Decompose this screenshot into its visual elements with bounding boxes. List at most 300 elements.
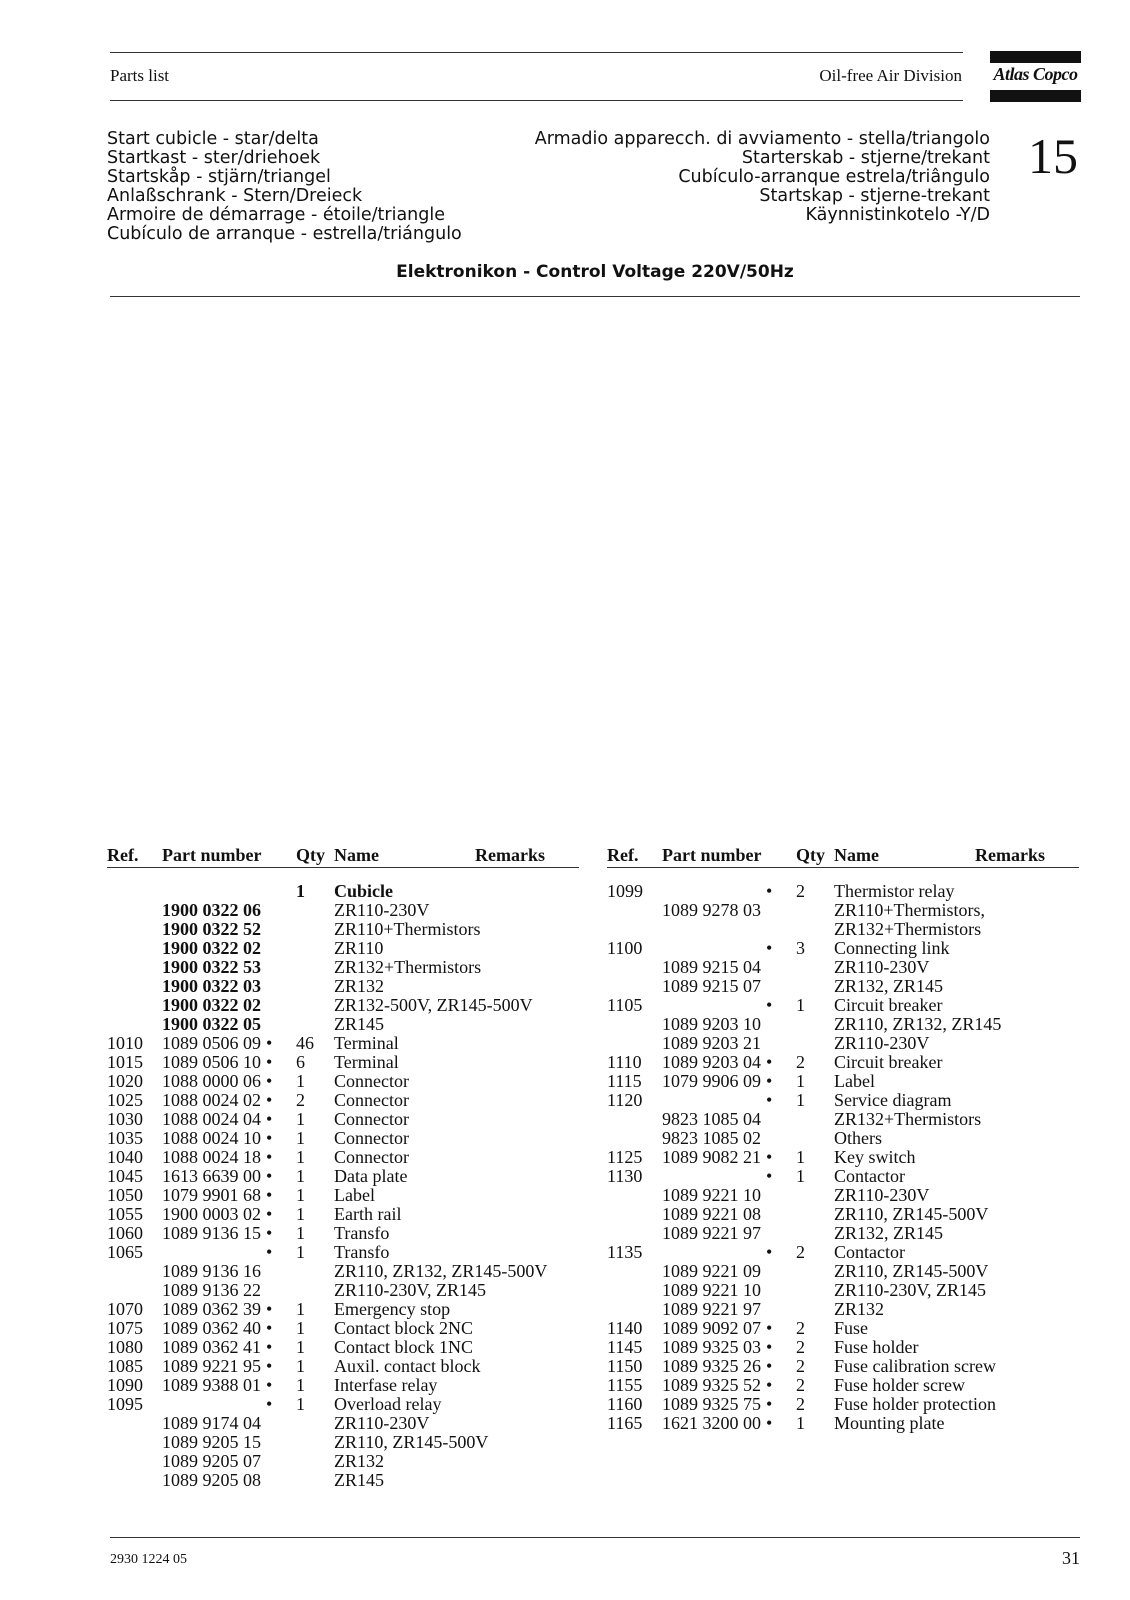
table-row — [607, 1072, 1079, 1091]
part-number-cell: 1900 0322 06 — [162, 900, 261, 920]
name-cell: ZR110-230V — [834, 1033, 930, 1053]
ref-cell: 1040 — [107, 1147, 143, 1167]
table-row — [107, 1338, 579, 1357]
table-row — [107, 958, 579, 977]
service-bullet: • — [766, 1318, 773, 1338]
ref-cell: 1075 — [107, 1318, 143, 1338]
logo-bar-bottom — [990, 90, 1081, 102]
ref-cell: 1030 — [107, 1109, 143, 1129]
name-cell: Fuse holder protection — [834, 1394, 996, 1414]
service-bullet: • — [266, 1337, 273, 1357]
table-row — [607, 1015, 1079, 1034]
part-number-cell: 1900 0322 02 — [162, 995, 261, 1015]
header-ref: Ref. — [607, 845, 639, 865]
table-row — [607, 1338, 1079, 1357]
qty-cell: 1 — [296, 1356, 305, 1376]
parts-table-right — [607, 845, 1079, 1433]
part-number-cell: 1089 9203 10 — [662, 1014, 761, 1034]
service-bullet: • — [766, 1090, 773, 1110]
ref-cell: 1150 — [607, 1356, 643, 1376]
part-number-cell: 1900 0322 02 — [162, 938, 261, 958]
ref-cell: 1130 — [607, 1166, 643, 1186]
table-row — [607, 1129, 1079, 1148]
service-bullet: • — [766, 1356, 773, 1376]
table-row — [107, 1471, 579, 1490]
table-row — [107, 1072, 579, 1091]
service-bullet: • — [766, 1337, 773, 1357]
table-row — [607, 1110, 1079, 1129]
ref-cell: 1050 — [107, 1185, 143, 1205]
table-row — [107, 1186, 579, 1205]
table-row — [607, 977, 1079, 996]
part-number-cell: 1900 0322 05 — [162, 1014, 261, 1034]
name-cell: Cubicle — [334, 881, 394, 901]
qty-cell: 1 — [296, 1204, 305, 1224]
qty-cell: 1 — [296, 1185, 305, 1205]
part-number-cell: 1621 3200 00 — [662, 1413, 761, 1433]
ref-cell: 1099 — [607, 881, 643, 901]
subtitle-rule — [110, 296, 1080, 297]
name-cell: ZR145 — [334, 1014, 385, 1034]
name-cell: Contactor — [834, 1242, 905, 1262]
name-cell: ZR110, ZR145-500V — [834, 1204, 989, 1224]
part-number-cell: 1089 9136 15 — [162, 1223, 261, 1243]
qty-cell: 1 — [296, 881, 305, 901]
table-row — [107, 996, 579, 1015]
table-row — [107, 1357, 579, 1376]
table-row — [607, 1357, 1079, 1376]
qty-cell: 1 — [796, 1166, 805, 1186]
service-bullet: • — [266, 1033, 273, 1053]
header-qty: Qty — [296, 845, 325, 865]
table-row — [607, 1167, 1079, 1186]
name-cell: Connecting link — [834, 938, 950, 958]
name-cell: Emergency stop — [334, 1299, 451, 1319]
ref-cell: 1065 — [107, 1242, 143, 1262]
table-row — [107, 1110, 579, 1129]
header-remarks: Remarks — [975, 845, 1045, 865]
name-cell: Auxil. contact block — [334, 1356, 481, 1376]
name-cell: Fuse holder screw — [834, 1375, 965, 1395]
table-row — [607, 939, 1079, 958]
name-cell: ZR110-230V, ZR145 — [334, 1280, 487, 1300]
name-cell: ZR145 — [334, 1470, 385, 1490]
part-number-cell: 1089 9325 52 — [662, 1375, 761, 1395]
service-bullet: • — [766, 1394, 773, 1414]
table-row — [607, 1319, 1079, 1338]
name-cell: Service diagram — [834, 1090, 952, 1110]
name-cell: ZR110, ZR145-500V — [834, 1261, 989, 1281]
name-cell: Fuse calibration screw — [834, 1356, 996, 1376]
table-row — [607, 1243, 1079, 1262]
qty-cell: 2 — [796, 1375, 805, 1395]
name-cell: Circuit breaker — [834, 995, 943, 1015]
part-number-cell: 1089 9215 07 — [662, 976, 761, 996]
header-remarks: Remarks — [475, 845, 545, 865]
subtitle: Elektronikon - Control Voltage 220V/50Hz — [396, 262, 794, 282]
table-row — [607, 1053, 1079, 1072]
header-ref: Ref. — [107, 845, 139, 865]
table-row — [607, 1395, 1079, 1414]
part-number-cell: 1089 9203 21 — [662, 1033, 761, 1053]
table-row — [607, 1300, 1079, 1319]
ref-cell: 1115 — [607, 1071, 642, 1091]
title-line: Startskap - stjerne-trekant — [759, 186, 990, 206]
ref-cell: 1035 — [107, 1128, 143, 1148]
name-cell: Connector — [334, 1109, 409, 1129]
qty-cell: 1 — [296, 1128, 305, 1148]
part-number-cell: 1089 9082 21 — [662, 1147, 761, 1167]
table-row — [107, 1053, 579, 1072]
qty-cell: 6 — [296, 1052, 305, 1072]
service-bullet: • — [266, 1356, 273, 1376]
qty-cell: 1 — [796, 1090, 805, 1110]
name-cell: Circuit breaker — [834, 1052, 943, 1072]
service-bullet: • — [266, 1375, 273, 1395]
name-cell: Connector — [334, 1147, 409, 1167]
table-row — [107, 1224, 579, 1243]
table-row — [107, 1034, 579, 1053]
service-bullet: • — [266, 1318, 273, 1338]
name-cell: ZR132, ZR145 — [834, 1223, 944, 1243]
title-line: Käynnistinkotelo -Y/D — [805, 205, 990, 225]
qty-cell: 1 — [296, 1071, 305, 1091]
ref-cell: 1100 — [607, 938, 643, 958]
part-number-cell: 1088 0024 02 — [162, 1090, 261, 1110]
qty-cell: 1 — [296, 1299, 305, 1319]
qty-cell: 1 — [296, 1394, 305, 1414]
table-row — [107, 1091, 579, 1110]
title-line: Starterskab - stjerne/trekant — [741, 148, 990, 168]
part-number-cell: 1900 0322 03 — [162, 976, 261, 996]
part-number-cell: 1089 9221 08 — [662, 1204, 761, 1224]
table-row — [107, 1452, 579, 1471]
table-row — [107, 939, 579, 958]
ref-cell: 1055 — [107, 1204, 143, 1224]
title-line: Start cubicle - star/delta — [107, 129, 319, 149]
page-number: 31 — [1062, 1548, 1080, 1568]
name-cell: ZR132+Thermistors — [334, 957, 482, 977]
ref-cell: 1025 — [107, 1090, 143, 1110]
qty-cell: 46 — [296, 1033, 314, 1053]
header-bottom-rule — [110, 100, 963, 101]
qty-cell: 2 — [796, 1356, 805, 1376]
qty-cell: 2 — [796, 1318, 805, 1338]
header-label: Parts list — [110, 66, 170, 85]
table-header — [607, 845, 1079, 868]
table-row — [107, 1395, 579, 1414]
part-number-cell: 1089 0362 40 — [162, 1318, 261, 1338]
qty-cell: 2 — [796, 881, 805, 901]
ref-cell: 1010 — [107, 1033, 143, 1053]
name-cell: Terminal — [334, 1052, 399, 1072]
part-number-cell: 1613 6639 00 — [162, 1166, 261, 1186]
name-cell: Contact block 1NC — [334, 1337, 473, 1357]
service-bullet: • — [266, 1090, 273, 1110]
table-row — [607, 1262, 1079, 1281]
name-cell: Connector — [334, 1071, 409, 1091]
part-number-cell: 1089 0362 41 — [162, 1337, 261, 1357]
footer-rule — [110, 1537, 1080, 1538]
name-cell: ZR110+Thermistors, — [834, 900, 985, 920]
service-bullet: • — [266, 1109, 273, 1129]
ref-cell: 1090 — [107, 1375, 143, 1395]
title-line: Startskåp - stjärn/triangel — [107, 167, 331, 187]
table-row — [107, 882, 579, 901]
part-number-cell: 1089 9221 97 — [662, 1223, 761, 1243]
table-row — [107, 1319, 579, 1338]
part-number-cell: 1088 0024 04 — [162, 1109, 261, 1129]
name-cell: ZR132, ZR145 — [834, 976, 944, 996]
name-cell: ZR132 — [834, 1299, 885, 1319]
atlas-copco-logo: Atlas Copco — [993, 64, 1078, 84]
table-body — [107, 868, 579, 1490]
part-number-cell: 1089 9205 15 — [162, 1432, 261, 1452]
name-cell: Key switch — [834, 1147, 916, 1167]
qty-cell: 2 — [796, 1242, 805, 1262]
section-number: 15 — [1028, 128, 1078, 184]
table-row — [607, 1205, 1079, 1224]
ref-cell: 1085 — [107, 1356, 143, 1376]
qty-cell: 1 — [296, 1375, 305, 1395]
service-bullet: • — [266, 1147, 273, 1167]
name-cell: Thermistor relay — [834, 881, 955, 901]
name-cell: ZR110-230V — [834, 1185, 930, 1205]
table-row — [607, 1281, 1079, 1300]
name-cell: ZR132-500V, ZR145-500V — [334, 995, 533, 1015]
ref-cell: 1165 — [607, 1413, 643, 1433]
ref-cell: 1125 — [607, 1147, 643, 1167]
part-number-cell: 1089 9221 09 — [662, 1261, 761, 1281]
ref-cell: 1155 — [607, 1375, 643, 1395]
service-bullet: • — [766, 1166, 773, 1186]
ref-cell: 1095 — [107, 1394, 143, 1414]
name-cell: Earth rail — [334, 1204, 402, 1224]
part-number-cell: 1088 0024 18 — [162, 1147, 261, 1167]
header-name: Name — [834, 845, 879, 865]
name-cell: ZR132+Thermistors — [834, 1109, 982, 1129]
name-cell: ZR110-230V, ZR145 — [834, 1280, 987, 1300]
part-number-cell: 1089 9221 10 — [662, 1185, 761, 1205]
table-row — [607, 996, 1079, 1015]
table-row — [607, 1091, 1079, 1110]
part-number-cell: 1900 0322 53 — [162, 957, 261, 977]
part-number-cell: 1088 0024 10 — [162, 1128, 261, 1148]
part-number-cell: 1079 9906 09 — [662, 1071, 761, 1091]
header-qty: Qty — [796, 845, 825, 865]
title-line: Armoire de démarrage - étoile/triangle — [107, 205, 446, 225]
title-line: Cubículo-arranque estrela/triângulo — [678, 167, 990, 187]
name-cell: Mounting plate — [834, 1413, 945, 1433]
qty-cell: 1 — [796, 1147, 805, 1167]
service-bullet: • — [266, 1242, 273, 1262]
header-part-number: Part number — [662, 845, 762, 865]
qty-cell: 3 — [796, 938, 805, 958]
service-bullet: • — [266, 1394, 273, 1414]
part-number-cell: 1089 0506 09 — [162, 1033, 261, 1053]
title-line: Armadio apparecch. di avviamento - stella/triangolo — [534, 129, 990, 149]
service-bullet: • — [266, 1052, 273, 1072]
table-row — [107, 1148, 579, 1167]
service-bullet: • — [766, 1071, 773, 1091]
part-number-cell: 1089 0506 10 — [162, 1052, 261, 1072]
table-row — [107, 1376, 579, 1395]
service-bullet: • — [266, 1223, 273, 1243]
part-number-cell: 1089 9215 04 — [662, 957, 761, 977]
name-cell: Contact block 2NC — [334, 1318, 473, 1338]
service-bullet: • — [766, 1375, 773, 1395]
part-number-cell: 1089 9221 97 — [662, 1299, 761, 1319]
name-cell: Label — [834, 1071, 875, 1091]
table-row — [607, 1224, 1079, 1243]
qty-cell: 1 — [796, 1413, 805, 1433]
name-cell: Data plate — [334, 1166, 408, 1186]
table-body — [607, 868, 1079, 1433]
service-bullet: • — [266, 1299, 273, 1319]
table-row — [107, 901, 579, 920]
division-label: Oil-free Air Division — [819, 66, 962, 85]
name-cell: Interfase relay — [334, 1375, 438, 1395]
part-number-cell: 9823 1085 02 — [662, 1128, 761, 1148]
part-number-cell: 1089 9092 07 — [662, 1318, 761, 1338]
qty-cell: 2 — [796, 1337, 805, 1357]
ref-cell: 1120 — [607, 1090, 643, 1110]
table-row — [607, 958, 1079, 977]
part-number-cell: 1089 0362 39 — [162, 1299, 261, 1319]
service-bullet: • — [266, 1071, 273, 1091]
name-cell: Connector — [334, 1128, 409, 1148]
ref-cell: 1020 — [107, 1071, 143, 1091]
table-row — [107, 920, 579, 939]
part-number-cell: 1088 0000 06 — [162, 1071, 261, 1091]
part-number-cell: 1089 9205 08 — [162, 1470, 261, 1490]
service-bullet: • — [266, 1185, 273, 1205]
table-row — [607, 882, 1079, 901]
part-number-cell: 1089 9203 04 — [662, 1052, 761, 1072]
qty-cell: 1 — [296, 1337, 305, 1357]
name-cell: ZR110-230V — [334, 900, 430, 920]
qty-cell: 2 — [296, 1090, 305, 1110]
qty-cell: 1 — [796, 1071, 805, 1091]
ref-cell: 1110 — [607, 1052, 642, 1072]
title-line: Startkast - ster/driehoek — [107, 148, 321, 168]
table-row — [107, 1015, 579, 1034]
ref-cell: 1080 — [107, 1337, 143, 1357]
ref-cell: 1060 — [107, 1223, 143, 1243]
name-cell: Terminal — [334, 1033, 399, 1053]
service-bullet: • — [766, 1052, 773, 1072]
qty-cell: 1 — [296, 1109, 305, 1129]
title-line: Cubículo de arranque - estrella/triángulo — [107, 224, 462, 244]
name-cell: Contactor — [834, 1166, 905, 1186]
table-row — [107, 1205, 579, 1224]
header-name: Name — [334, 845, 379, 865]
part-number-cell: 1089 9221 95 — [162, 1356, 261, 1376]
table-row — [607, 1034, 1079, 1053]
table-row — [107, 1281, 579, 1300]
name-cell: Overload relay — [334, 1394, 442, 1414]
part-number-cell: 1900 0003 02 — [162, 1204, 261, 1224]
part-number-cell: 1900 0322 52 — [162, 919, 261, 939]
logo-bar-top — [990, 51, 1081, 63]
qty-cell: 1 — [296, 1223, 305, 1243]
service-bullet: • — [266, 1128, 273, 1148]
part-number-cell: 9823 1085 04 — [662, 1109, 761, 1129]
table-row — [607, 1376, 1079, 1395]
qty-cell: 2 — [796, 1394, 805, 1414]
name-cell: ZR132+Thermistors — [834, 919, 982, 939]
titles-right — [0, 130, 990, 225]
name-cell: Connector — [334, 1090, 409, 1110]
part-number-cell: 1089 9325 26 — [662, 1356, 761, 1376]
table-row — [107, 1129, 579, 1148]
document-number: 2930 1224 05 — [110, 1552, 187, 1567]
part-number-cell: 1089 9325 75 — [662, 1394, 761, 1414]
name-cell: ZR110-230V — [834, 957, 930, 977]
name-cell: Transfo — [334, 1223, 390, 1243]
ref-cell: 1140 — [607, 1318, 643, 1338]
table-row — [607, 920, 1079, 939]
service-bullet: • — [766, 1147, 773, 1167]
name-cell: ZR110, ZR145-500V — [334, 1432, 489, 1452]
qty-cell: 1 — [296, 1147, 305, 1167]
part-number-cell: 1079 9901 68 — [162, 1185, 261, 1205]
header-part-number: Part number — [162, 845, 262, 865]
name-cell: ZR110, ZR132, ZR145-500V — [334, 1261, 548, 1281]
part-number-cell: 1089 9325 03 — [662, 1337, 761, 1357]
title-line: Anlaßschrank - Stern/Dreieck — [107, 186, 363, 206]
table-row — [107, 1167, 579, 1186]
table-row — [107, 1300, 579, 1319]
part-number-cell: 1089 9136 22 — [162, 1280, 261, 1300]
name-cell: ZR132 — [334, 976, 385, 996]
part-number-cell: 1089 9174 04 — [162, 1413, 261, 1433]
table-row — [607, 1414, 1079, 1433]
service-bullet: • — [266, 1204, 273, 1224]
ref-cell: 1015 — [107, 1052, 143, 1072]
name-cell: Fuse holder — [834, 1337, 919, 1357]
ref-cell: 1070 — [107, 1299, 143, 1319]
name-cell: ZR110+Thermistors — [334, 919, 481, 939]
service-bullet: • — [766, 1242, 773, 1262]
header-top-rule — [110, 52, 963, 53]
ref-cell: 1045 — [107, 1166, 143, 1186]
ref-cell: 1135 — [607, 1242, 643, 1262]
service-bullet: • — [266, 1166, 273, 1186]
ref-cell: 1105 — [607, 995, 643, 1015]
part-number-cell: 1089 9278 03 — [662, 900, 761, 920]
service-bullet: • — [766, 995, 773, 1015]
service-bullet: • — [766, 1413, 773, 1433]
qty-cell: 2 — [796, 1052, 805, 1072]
table-row — [107, 1433, 579, 1452]
table-row — [107, 1243, 579, 1262]
name-cell: ZR110-230V — [334, 1413, 430, 1433]
name-cell: ZR110, ZR132, ZR145 — [834, 1014, 1002, 1034]
name-cell: Others — [834, 1128, 882, 1148]
table-row — [107, 977, 579, 996]
qty-cell: 1 — [296, 1242, 305, 1262]
name-cell: ZR132 — [334, 1451, 385, 1471]
table-row — [607, 1186, 1079, 1205]
qty-cell: 1 — [296, 1318, 305, 1338]
part-number-cell: 1089 9205 07 — [162, 1451, 261, 1471]
qty-cell: 1 — [796, 995, 805, 1015]
name-cell: ZR110 — [334, 938, 384, 958]
part-number-cell: 1089 9221 10 — [662, 1280, 761, 1300]
table-header — [107, 845, 579, 868]
part-number-cell: 1089 9388 01 — [162, 1375, 261, 1395]
